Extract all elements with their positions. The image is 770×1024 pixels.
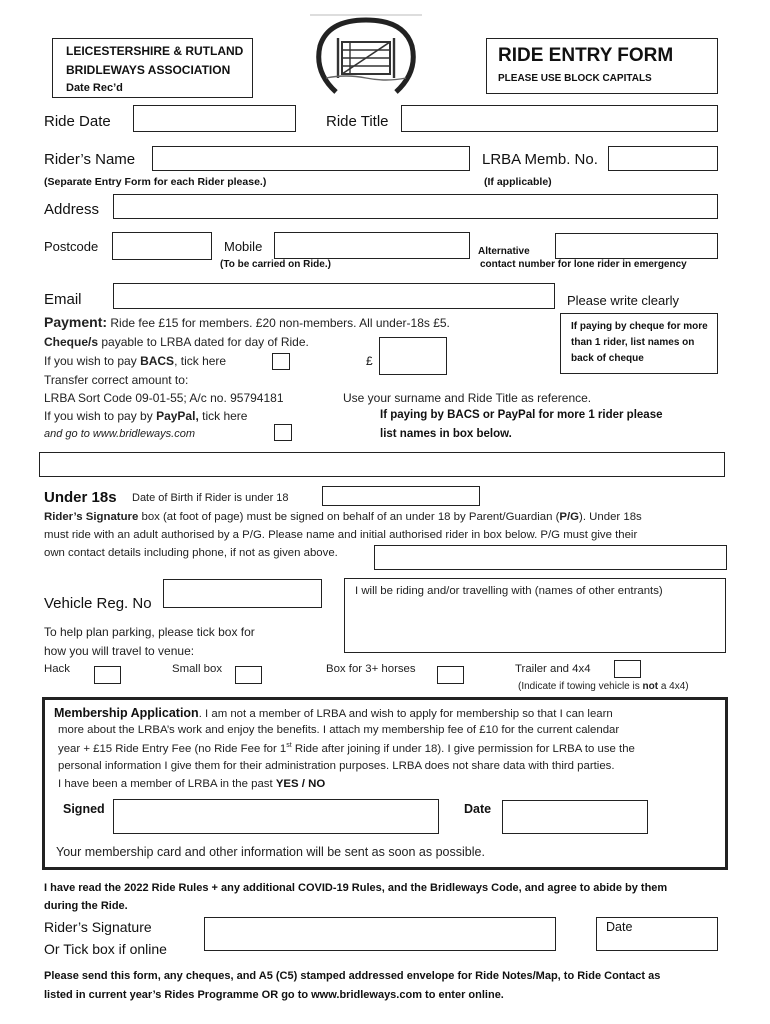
vehicle-reg-field[interactable] xyxy=(163,579,322,608)
paypal-prefix: If you wish to pay by xyxy=(44,409,153,423)
under18-text-1: box (at foot of page) must be signed on behalf of an under 18 by Parent/Guardian ( xyxy=(141,511,560,523)
transfer-line: Transfer correct amount to: xyxy=(44,373,189,387)
membership-date-field[interactable] xyxy=(502,800,648,834)
cheques-bold: Cheque/s xyxy=(44,335,99,349)
multi-rider-note-2: list names in box below. xyxy=(380,428,512,440)
address-field[interactable] xyxy=(113,194,718,219)
write-clearly-note: Please write clearly xyxy=(567,293,679,308)
membership-signed-label: Signed xyxy=(63,802,105,816)
bacs-amount-field[interactable] xyxy=(379,337,447,375)
riding-with-label: I will be riding and/or travelling with (names of other entrants) xyxy=(355,585,663,597)
pound-sign: £ xyxy=(366,354,373,368)
date-received-label: Date Rec’d xyxy=(66,82,123,94)
box-3plus-checkbox[interactable] xyxy=(437,666,464,684)
email-label: Email xyxy=(44,291,82,308)
postcode-field[interactable] xyxy=(112,232,212,260)
bacs-bold: BACS xyxy=(140,354,175,368)
hack-checkbox[interactable] xyxy=(94,666,121,684)
horseshoe-gate-logo-icon xyxy=(306,12,426,100)
multi-rider-note-1: If paying by BACS or PayPal for more 1 rider please xyxy=(380,409,663,421)
under18-text-line1 xyxy=(44,511,642,523)
signature-date-label: Date xyxy=(606,920,633,934)
form-title: RIDE ENTRY FORM xyxy=(498,45,674,66)
under18-text-2: ). Under 18s xyxy=(579,511,642,523)
membership-heading: Membership Application xyxy=(54,706,199,720)
rules-line-1: I have read the 2022 Ride Rules + any additional COVID-19 Rules, and the Bridleways Code, and agree to abide by them xyxy=(44,882,668,894)
yes-no-option[interactable]: YES / NO xyxy=(275,778,326,790)
membership-line-5 xyxy=(58,778,325,790)
membership-card-note: Your membership card and other information will be sent as soon as possible. xyxy=(56,845,485,859)
paypal-checkbox[interactable] xyxy=(274,424,292,441)
org-name-line2: BRIDLEWAYS ASSOCIATION xyxy=(66,63,231,77)
parking-line-1: To help plan parking, please tick box for xyxy=(44,625,255,639)
mobile-field[interactable] xyxy=(274,232,470,259)
alternative-contact-field[interactable] xyxy=(555,233,718,259)
under18-sig-bold: Rider’s Signature xyxy=(44,511,139,523)
lrba-membership-label: LRBA Memb. No. xyxy=(482,151,598,168)
towing-note-prefix: (Indicate if towing vehicle is xyxy=(518,681,640,692)
paypal-line xyxy=(44,409,247,423)
trailer-option-label: Trailer and 4x4 xyxy=(515,663,591,675)
send-line-2: listed in current year’s Rides Programme OR go to www.bridleways.com to enter online. xyxy=(44,989,504,1001)
payment-fee-text: Ride fee £15 for members. £20 non-members. All under-18s £5. xyxy=(110,316,450,330)
paypal-bold: PayPal, xyxy=(156,409,199,423)
email-field[interactable] xyxy=(113,283,555,309)
dob-label: Date of Birth if Rider is under 18 xyxy=(132,492,289,504)
cheque-note: If paying by cheque for more than 1 rider, list names on back of cheque xyxy=(571,321,708,364)
under18-pg: P/G xyxy=(559,511,580,523)
under18-text-line2: must ride with an adult authorised by a P/G. Please name and initial authorised rider in box below. P/G must give their xyxy=(44,529,638,541)
form-subtitle: PLEASE USE BLOCK CAPITALS xyxy=(498,73,652,84)
riders-signature-label: Rider’s Signature xyxy=(44,919,152,935)
paypal-suffix: tick here xyxy=(202,409,248,423)
dob-field[interactable] xyxy=(322,486,480,506)
org-name-line1: LEICESTERSHIRE & RUTLAND xyxy=(66,44,244,58)
membership-line3-b: Ride after joining if under 18). I give permission for LRBA to use the xyxy=(291,742,635,755)
alternative-label: Alternative xyxy=(478,246,530,257)
cheques-line xyxy=(44,335,309,349)
payment-fee-line xyxy=(44,314,450,330)
riders-signature-field[interactable] xyxy=(204,917,556,951)
bacs-line xyxy=(44,354,226,368)
towing-note xyxy=(518,681,689,692)
use-surname-note: Use your surname and Ride Title as reference. xyxy=(343,391,592,405)
lrba-membership-field[interactable] xyxy=(608,146,718,171)
membership-signed-field[interactable] xyxy=(113,799,439,834)
membership-text-1: . I am not a member of LRBA and wish to apply for membership so that I can learn xyxy=(198,708,613,720)
bacs-checkbox[interactable] xyxy=(272,353,290,370)
vehicle-reg-label: Vehicle Reg. No xyxy=(44,595,152,612)
towing-note-not: not xyxy=(642,681,659,692)
rules-line-2: during the Ride. xyxy=(44,900,128,912)
under18-heading: Under 18s xyxy=(44,489,117,506)
sort-code-line: LRBA Sort Code 09-01-55; A/c no. 95794181 xyxy=(44,391,284,405)
goto-site-note: and go to www.bridleways.com xyxy=(44,428,196,440)
address-label: Address xyxy=(44,201,100,218)
separate-entry-note: (Separate Entry Form for each Rider please.) xyxy=(44,176,267,188)
ride-date-label: Ride Date xyxy=(44,113,111,130)
cheques-text: payable to LRBA dated for day of Ride. xyxy=(101,335,309,349)
small-box-option-label: Small box xyxy=(172,663,223,675)
alternative-contact-note: contact number for lone rider in emergency xyxy=(480,259,687,270)
membership-line-4: personal information I give them for their administration purposes. LRBA does not share data with third parties. xyxy=(58,760,615,772)
bacs-prefix: If you wish to pay xyxy=(44,354,137,368)
small-box-checkbox[interactable] xyxy=(235,666,262,684)
ride-title-label: Ride Title xyxy=(326,113,389,130)
hack-option-label: Hack xyxy=(44,663,70,675)
membership-line-2: more about the LRBA’s work and enjoy the benefits. I attach my membership fee of £10 for the current calendar xyxy=(58,724,620,736)
membership-line3-a: year + £15 Ride Entry Fee (no Ride Fee for 1 xyxy=(58,742,287,755)
multi-rider-names-field[interactable] xyxy=(39,452,725,477)
membership-line5-a: I have been a member of LRBA in the past xyxy=(58,778,276,790)
membership-line-3 xyxy=(58,742,635,755)
payment-heading: Payment: xyxy=(44,314,108,330)
if-applicable-note: (If applicable) xyxy=(484,176,552,188)
postcode-label: Postcode xyxy=(44,239,99,254)
tick-if-online-label: Or Tick box if online xyxy=(44,941,167,957)
authorised-rider-field[interactable] xyxy=(374,545,727,570)
parking-line-2: how you will travel to venue: xyxy=(44,644,195,658)
riders-name-label: Rider’s Name xyxy=(44,151,136,168)
send-line-1: Please send this form, any cheques, and A5 (C5) stamped addressed envelope for Ride Notes/Map, to Ride Contact as xyxy=(44,970,661,982)
under18-text-line3: own contact details including phone, if not as given above. xyxy=(44,547,338,559)
riders-name-field[interactable] xyxy=(152,146,470,171)
membership-line3-sup: st xyxy=(286,742,292,749)
box-3plus-option-label: Box for 3+ horses xyxy=(326,663,416,675)
trailer-checkbox[interactable] xyxy=(614,660,641,678)
bacs-suffix: , tick here xyxy=(174,354,227,368)
ride-title-field[interactable] xyxy=(401,105,718,132)
towing-note-suffix: a 4x4) xyxy=(660,681,689,692)
membership-line-1 xyxy=(54,706,613,720)
mobile-carried-note: (To be carried on Ride.) xyxy=(220,259,331,270)
ride-date-field[interactable] xyxy=(133,105,296,132)
mobile-label: Mobile xyxy=(224,239,263,254)
membership-date-label: Date xyxy=(464,802,492,816)
